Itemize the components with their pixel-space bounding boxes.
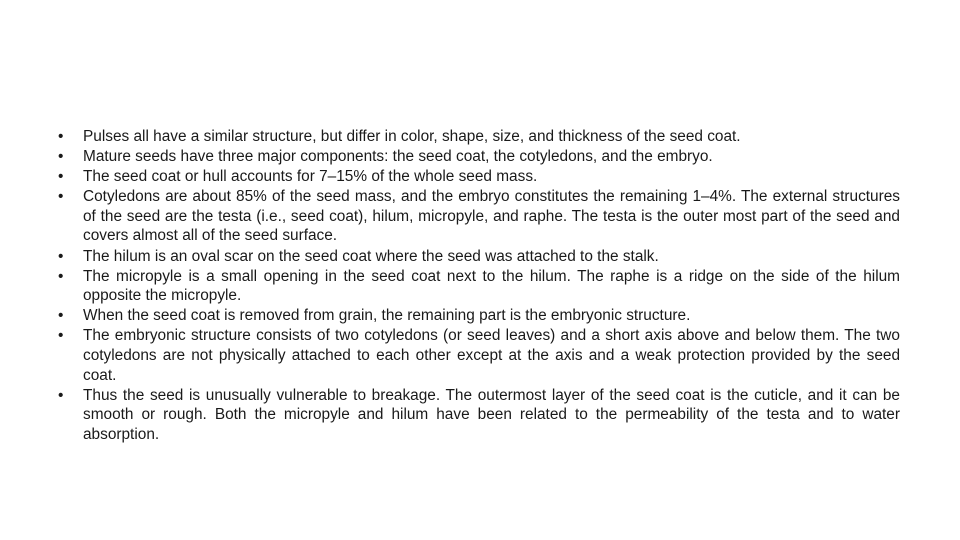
bullet-item [58, 247, 900, 267]
bullet-dot-icon: • [58, 247, 64, 265]
bullet-dot-icon: • [58, 307, 64, 325]
bullet-item [58, 147, 900, 167]
bullet-item [58, 167, 900, 187]
bullet-item [58, 127, 900, 147]
bullet-item [58, 326, 900, 385]
bullet-text: The micropyle is a small opening in the seed coat next to the hilum. The raphe is a ridge on the side of the hilum opposite the micropyle. [83, 267, 900, 305]
bullet-text: The seed coat or hull accounts for 7–15% of the whole seed mass. [83, 168, 538, 186]
bullet-text: The embryonic structure consists of two cotyledons (or seed leaves) and a short axis above and below them. The two cotyledons are not physically attached to each other except at the axis and a weak protection provided by the seed coat. [83, 327, 900, 384]
bullet-item [58, 187, 900, 246]
bullet-list [58, 127, 900, 445]
bullet-text: Pulses all have a similar structure, but differ in color, shape, size, and thickness of the seed coat. [83, 128, 741, 145]
bullet-item [58, 386, 900, 445]
bullet-item [58, 267, 900, 306]
bullet-dot-icon: • [58, 267, 64, 285]
bullet-dot-icon: • [58, 386, 64, 404]
bullet-dot-icon: • [58, 168, 64, 186]
bullet-dot-icon: • [58, 327, 64, 345]
bullet-text: Cotyledons are about 85% of the seed mass, and the embryo constitutes the remaining 1–4%. The external structures of the seed are the testa (i.e., seed coat), hilum, micropyle, and raphe. The testa is the outer most part of the seed and covers almost all of the seed surface. [83, 188, 900, 245]
bullet-dot-icon: • [58, 148, 64, 166]
bullet-text: Thus the seed is unusually vulnerable to breakage. The outermost layer of the seed coat is the cuticle, and it can be smooth or rough. Both the micropyle and hilum have been related to the permeability of the testa and to water absorption. [83, 386, 900, 443]
bullet-text: The hilum is an oval scar on the seed coat where the seed was attached to the stalk. [83, 247, 659, 265]
bullet-item [58, 306, 900, 326]
bullet-text: When the seed coat is removed from grain, the remaining part is the embryonic structure. [83, 307, 691, 325]
bullet-dot-icon: • [58, 188, 64, 206]
bullet-dot-icon: • [58, 128, 64, 145]
bullet-text: Mature seeds have three major components: the seed coat, the cotyledons, and the embryo. [83, 148, 713, 166]
